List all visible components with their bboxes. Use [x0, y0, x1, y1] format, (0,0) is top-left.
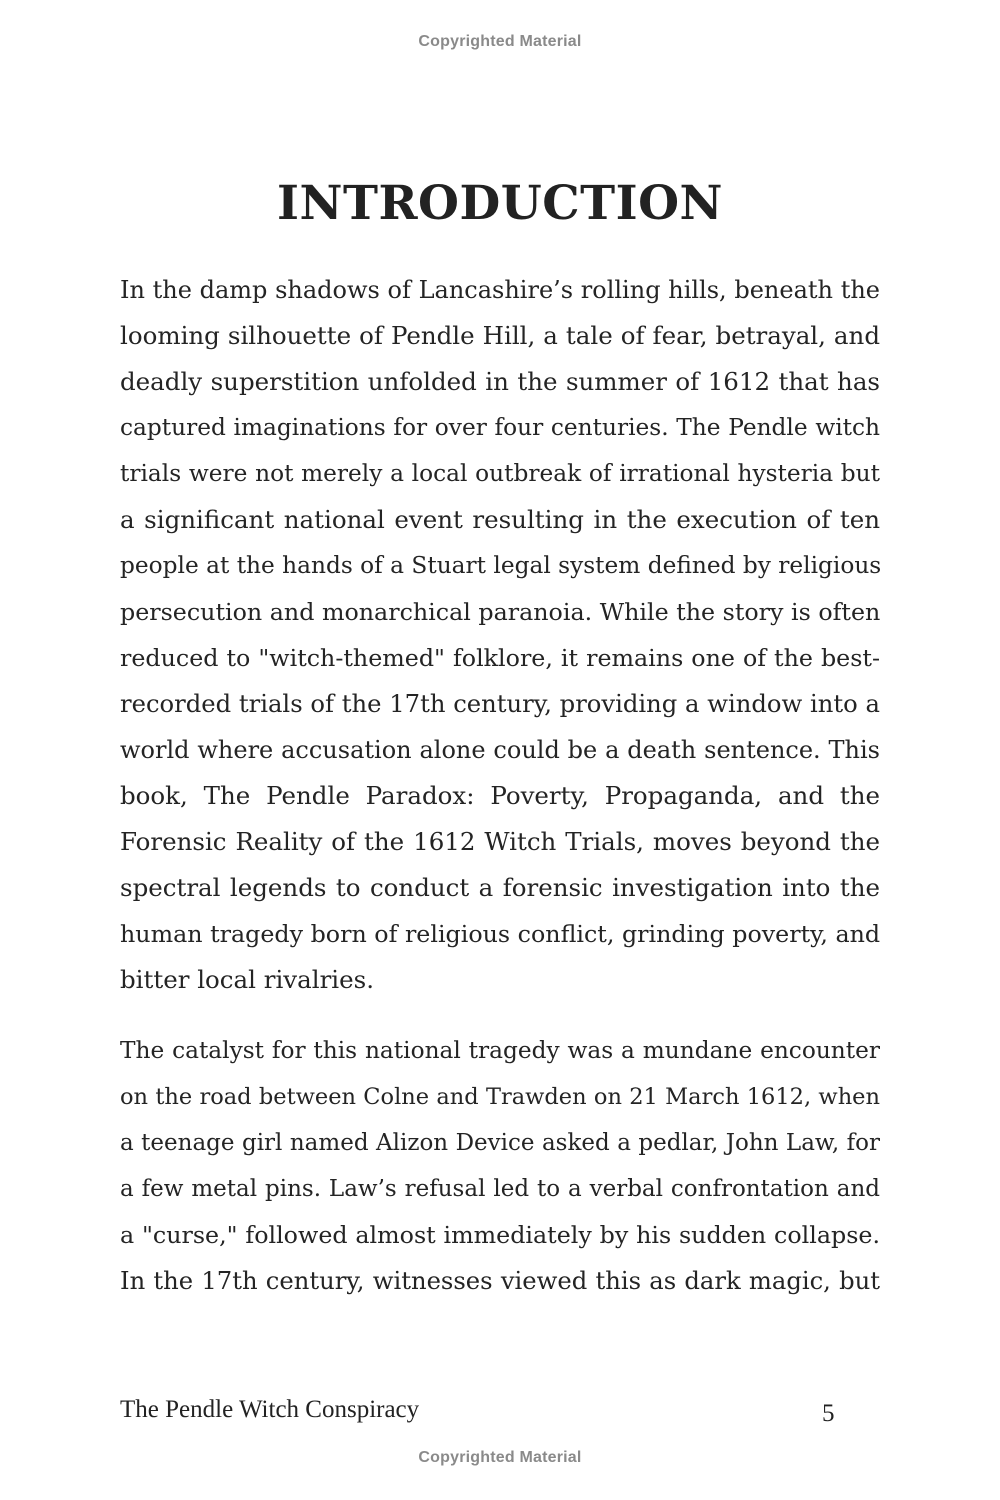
- paragraph-line: a teenage girl named Alizon Device asked a pedlar, John Law, for: [120, 1130, 880, 1156]
- paragraph-line: reduced to "witch-themed" folklore, it remains one of the best-: [120, 644, 880, 672]
- paragraph-line: In the damp shadows of Lancashire’s rolling hills, beneath the: [120, 276, 880, 304]
- chapter-title: INTRODUCTION: [277, 176, 723, 231]
- paragraph-line: book, The Pendle Paradox: Poverty, Propaganda, and the: [120, 781, 880, 810]
- paragraph-line: recorded trials of the 17th century, providing a window into a: [120, 689, 880, 718]
- paragraph-line: bitter local rivalries.: [120, 965, 374, 994]
- paragraph-2: [120, 1028, 880, 1304]
- paragraph-line: trials were not merely a local outbreak of irrational hysteria but: [120, 460, 880, 487]
- copyright-watermark-top: Copyrighted Material: [418, 33, 582, 50]
- paragraph-line: a "curse," followed almost immediately by his sudden collapse.: [120, 1221, 880, 1249]
- paragraph-line: human tragedy born of religious conflict, grinding poverty, and: [120, 920, 881, 948]
- paragraph-line: a significant national event resulting in the execution of ten: [120, 505, 880, 534]
- paragraph-line: In the 17th century, witnesses viewed this as dark magic, but: [120, 1266, 880, 1295]
- copyright-watermark-bottom: Copyrighted Material: [418, 1449, 582, 1466]
- footer-book-title: The Pendle Witch Conspiracy: [120, 1396, 420, 1423]
- paragraph-line: The catalyst for this national tragedy was a mundane encounter: [120, 1037, 880, 1064]
- paragraph-line: persecution and monarchical paranoia. While the story is often: [120, 598, 881, 626]
- paragraph-line: deadly superstition unfolded in the summer of 1612 that has: [120, 367, 880, 396]
- paragraph-line: a few metal pins. Law’s refusal led to a verbal confrontation and: [120, 1176, 880, 1202]
- paragraph-line: people at the hands of a Stuart legal system defined by religious: [120, 552, 882, 579]
- paragraph-line: captured imaginations for over four centuries. The Pendle witch: [120, 414, 880, 441]
- paragraph-line: spectral legends to conduct a forensic investigation into the: [120, 873, 880, 902]
- paragraph-line: world where accusation alone could be a death sentence. This: [120, 736, 880, 764]
- paragraph-1: [120, 267, 880, 1003]
- paragraph-line: Forensic Reality of the 1612 Witch Trials, moves beyond the: [120, 827, 880, 856]
- page-number: 5: [822, 1400, 835, 1427]
- paragraph-line: on the road between Colne and Trawden on 21 March 1612, when: [120, 1084, 880, 1110]
- paragraph-line: looming silhouette of Pendle Hill, a tale of fear, betrayal, and: [120, 321, 880, 350]
